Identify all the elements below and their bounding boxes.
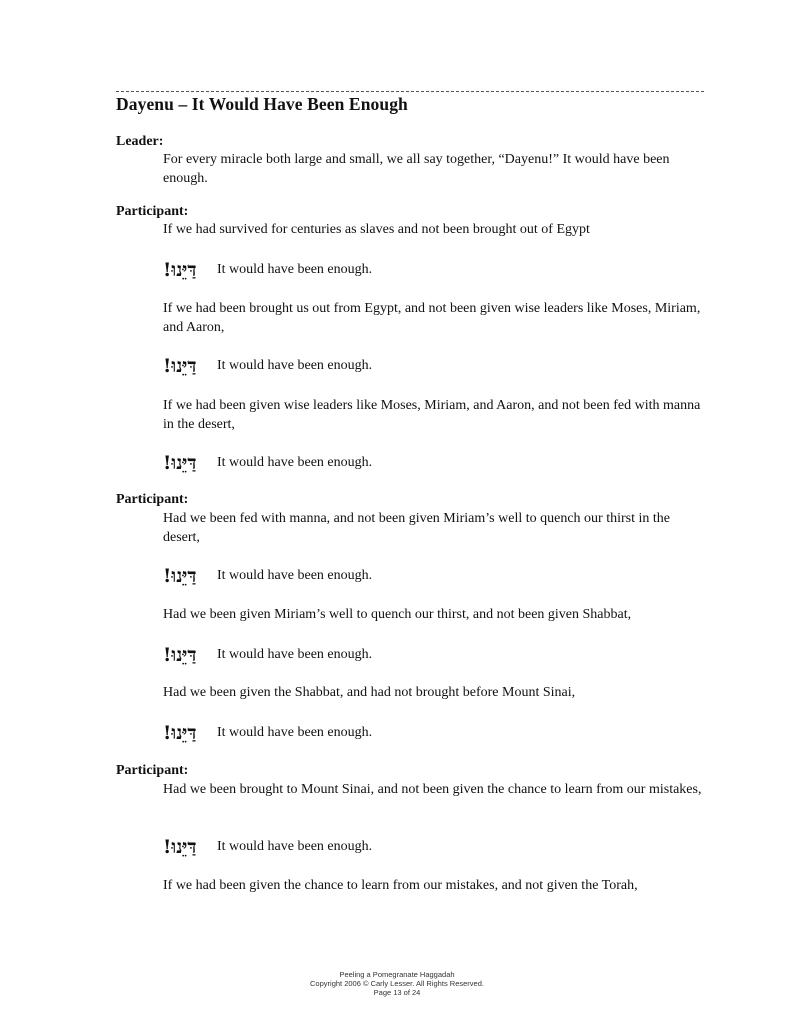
refrain-4 [163, 563, 372, 589]
paragraph-4: If we had been given wise leaders like Moses, Miriam, and Aaron, and not been fed with manna in the desert, [163, 398, 701, 432]
hebrew-dayenu: דַּיֵּנוּ! [163, 354, 197, 377]
page-footer [0, 970, 794, 997]
paragraph-7: Had we been given the Shabbat, and had not brought before Mount Sinai, [163, 685, 576, 700]
hebrew-dayenu: דַּיֵּנוּ! [163, 564, 197, 587]
paragraph-1: For every miracle both large and small, we all say together, “Dayenu!” It would have been enough. [163, 152, 670, 186]
hebrew-dayenu: דַּיֵּנוּ! [163, 835, 197, 858]
hebrew-dayenu: דַּיֵּנוּ! [163, 451, 197, 474]
paragraph-3: If we had been brought us out from Egypt, and not been given wise leaders like Moses, Miriam, and Aaron, [163, 301, 701, 335]
hebrew-dayenu: דַּיֵּנוּ! [163, 258, 197, 281]
refrain-2 [163, 353, 372, 379]
refrain-1 [163, 257, 372, 283]
footer-copyright: Copyright 2006 © Carly Lesser. All Rights Reserved. [310, 979, 484, 988]
refrain-6 [163, 720, 372, 746]
paragraph-6: Had we been given Miriam’s well to quench our thirst, and not been given Shabbat, [163, 607, 632, 622]
refrain-text: It would have been enough. [217, 262, 373, 277]
speaker-leader: Leader: [116, 134, 164, 149]
paragraph-5: Had we been fed with manna, and not been given Miriam’s well to quench our thirst in the desert, [163, 511, 670, 545]
speaker-participant-2: Participant: [116, 492, 189, 507]
refrain-text: It would have been enough. [217, 647, 373, 662]
speaker-participant-1: Participant: [116, 204, 189, 219]
hebrew-dayenu: דַּיֵּנוּ! [163, 721, 197, 744]
footer-haggadah-title: Peeling a Pomegranate Haggadah [339, 970, 455, 979]
header-dashed-rule [116, 91, 704, 92]
refrain-7 [163, 834, 372, 860]
refrain-5 [163, 642, 372, 668]
paragraph-2: If we had survived for centuries as slaves and not been brought out of Egypt [163, 222, 590, 237]
refrain-text: It would have been enough. [217, 839, 373, 854]
refrain-text: It would have been enough. [217, 568, 373, 583]
refrain-text: It would have been enough. [217, 455, 373, 470]
refrain-text: It would have been enough. [217, 358, 373, 373]
page-title: Dayenu – It Would Have Been Enough [116, 94, 408, 114]
footer-page-number: Page 13 of 24 [373, 988, 421, 997]
paragraph-9: If we had been given the chance to learn from our mistakes, and not given the Torah, [163, 878, 638, 893]
hebrew-dayenu: דַּיֵּנוּ! [163, 643, 197, 666]
refrain-3 [163, 450, 372, 476]
refrain-text: It would have been enough. [217, 725, 373, 740]
paragraph-8: Had we been brought to Mount Sinai, and not been given the chance to learn from our mistakes, [163, 782, 702, 797]
speaker-participant-3: Participant: [116, 763, 189, 778]
